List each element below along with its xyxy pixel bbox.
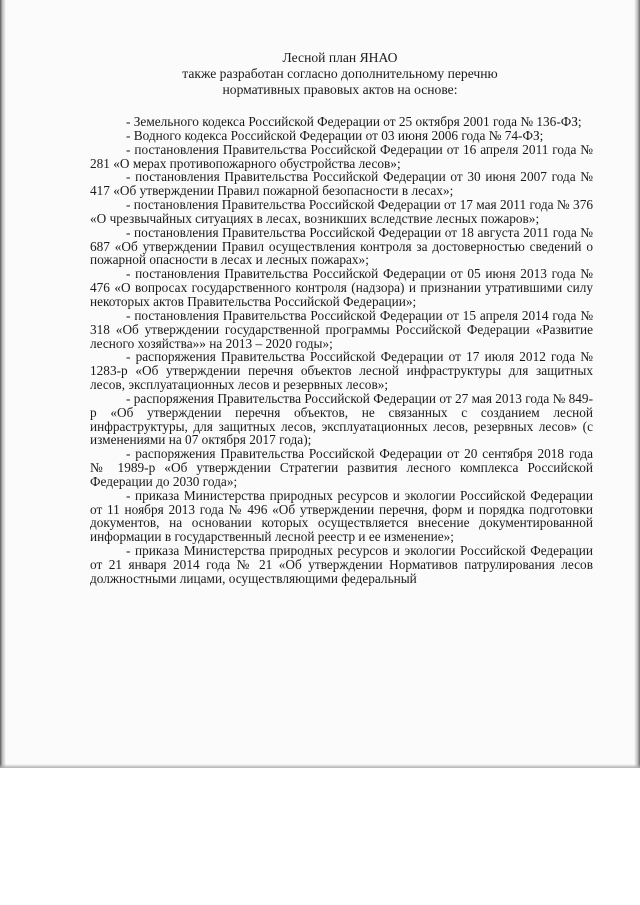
- list-item: - Водного кодекса Российской Федерации от 03 июня 2006 года № 74-ФЗ;: [126, 127, 544, 143]
- page-left-edge-shadow: [0, 0, 6, 768]
- document-header: [90, 50, 590, 98]
- list-item: - Земельного кодекса Российской Федерации от 25 октября 2001 года № 136-ФЗ;: [126, 114, 582, 129]
- list-item: - распоряжения Правительства Российской Федерации от 20 сентября 2018 года № 1989-р «Об утверждении Стратегии развития лесного комплекса Российской Федерации до 2030 года»;: [90, 446, 593, 489]
- list-item: - постановления Правительства Российской Федерации от 15 апреля 2014 года № 318 «Об утверждении государственной программы Российской Федерации «Развитие лесного хозяйства»» на 2013 – 2020 годы»;: [90, 307, 593, 351]
- list-item: - распоряжения Правительства Российской Федерации от 27 мая 2013 года № 849-р «Об утверждении перечня объектов, не связанных с созданием лесной инфраструктуры, для защитных лесов, эксплуатационных лесов, резервных лесов» (с изменениями на 07 октября 2017 года);: [90, 390, 593, 448]
- document-subtitle-line-2: нормативных правовых актов на основе:: [222, 82, 458, 97]
- list-item: - постановления Правительства Российской Федерации от 05 июня 2013 года № 476 «О вопросах государственного контроля (надзора) и признании утратившими силу некоторых актов Правительства Российской Федерации»;: [90, 266, 593, 309]
- list-item: - постановления Правительства Российской Федерации от 16 апреля 2011 года № 281 «О мерах противопожарного обустройства лесов»;: [90, 141, 593, 171]
- list-item: - постановления Правительства Российской Федерации от 17 мая 2011 года № 376 «О чрезвычайных ситуациях в лесах, возникших вследствие лесных пожаров»;: [90, 197, 593, 226]
- list-item: - распоряжения Правительства Российской Федерации от 17 июля 2012 года № 1283-р «Об утверждении перечня объектов лесной инфраструктуры для защитных лесов, эксплуатационных лесов и резервных лесов»;: [90, 349, 593, 393]
- document-title: Лесной план ЯНАО: [282, 50, 398, 65]
- page-bottom-edge: [0, 764, 640, 768]
- document-subtitle-line-1: также разработан согласно дополнительному перечню: [182, 66, 498, 81]
- list-item: - приказа Министерства природных ресурсов и экологии Российской Федерации от 11 ноября 2013 года № 496 «Об утверждении перечня, форм и порядка подготовки документов, на основании которых осуществляется внесение документированной информации в государственный лесной реестр и ее изменение»;: [90, 487, 593, 545]
- list-item: - постановления Правительства Российской Федерации от 18 августа 2011 года № 687 «Об утверждении Правил осуществления контроля за достоверностью сведений о пожарной опасности в лесах и лесных пожарах»;: [90, 224, 593, 268]
- list-item: - постановления Правительства Российской Федерации от 30 июня 2007 года № 417 «Об утверждении Правил пожарной безопасности в лесах»;: [90, 169, 593, 199]
- list-item: - приказа Министерства природных ресурсов и экологии Российской Федерации от 21 января 2014 года № 21 «Об утверждении Нормативов патрулирования лесов должностными лицами, осуществляющими федеральный: [90, 543, 593, 586]
- page-right-edge-shadow: [634, 0, 640, 768]
- legal-acts-list: [90, 115, 593, 586]
